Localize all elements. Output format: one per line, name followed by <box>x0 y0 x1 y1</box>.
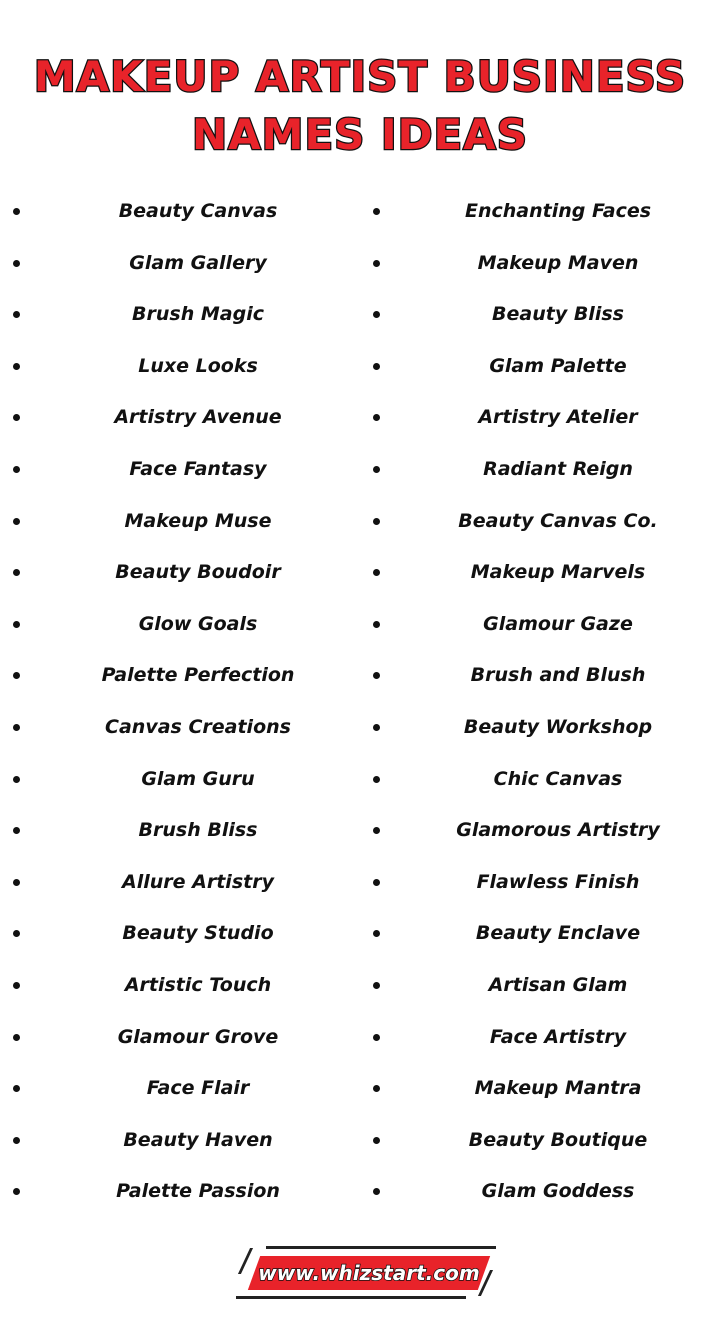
list-item <box>0 857 360 909</box>
list-item <box>0 238 360 290</box>
bullet-icon <box>13 569 20 576</box>
bullet-icon <box>373 518 380 525</box>
business-name: Makeup Maven <box>477 251 639 274</box>
bullet-icon <box>373 414 380 421</box>
list-item <box>360 754 720 806</box>
business-name: Artisan Glam <box>488 973 628 996</box>
bullet-icon <box>13 724 20 731</box>
business-name: Beauty Canvas Co. <box>458 509 658 532</box>
business-name: Chic Canvas <box>493 767 623 790</box>
list-item <box>0 754 360 806</box>
bullet-icon <box>13 776 20 783</box>
bullet-icon <box>13 466 20 473</box>
list-item <box>0 908 360 960</box>
list-item <box>0 186 360 238</box>
bullet-icon <box>373 827 380 834</box>
list-item <box>0 599 360 651</box>
business-name: Canvas Creations <box>105 715 291 738</box>
business-name: Beauty Boudoir <box>115 561 281 584</box>
bullet-icon <box>373 311 380 318</box>
business-name: Glam Guru <box>141 767 255 790</box>
badge-top-line <box>266 1246 496 1249</box>
bullet-icon <box>13 414 20 421</box>
bullet-icon <box>373 1137 380 1144</box>
list-item <box>360 650 720 702</box>
bullet-icon <box>373 930 380 937</box>
bullet-icon <box>373 724 380 731</box>
business-name: Glamour Grove <box>117 1025 279 1048</box>
business-name: Glamour Gaze <box>483 612 633 635</box>
list-item <box>360 1012 720 1064</box>
website-link[interactable]: www.whizstart.com <box>258 1261 480 1285</box>
page-title <box>0 48 720 164</box>
list-item <box>360 496 720 548</box>
list-item <box>360 960 720 1012</box>
business-name: Beauty Bliss <box>492 303 624 326</box>
page-title-line-1: MAKEUP ARTIST BUSINESS <box>33 52 687 101</box>
list-item <box>0 289 360 341</box>
badge-bottom-line <box>236 1296 466 1299</box>
bullet-icon <box>373 1034 380 1041</box>
list-item <box>360 289 720 341</box>
business-name: Makeup Muse <box>124 509 272 532</box>
bullet-icon <box>373 466 380 473</box>
business-name: Face Artistry <box>489 1025 627 1048</box>
left-name-list <box>0 186 360 1218</box>
bullet-icon <box>373 776 380 783</box>
business-name: Makeup Marvels <box>470 561 646 584</box>
bullet-icon <box>13 208 20 215</box>
list-item <box>360 702 720 754</box>
business-name: Face Fantasy <box>129 457 267 480</box>
list-item <box>0 805 360 857</box>
bullet-icon <box>373 1188 380 1195</box>
list-item <box>360 1063 720 1115</box>
list-item <box>360 805 720 857</box>
list-item <box>360 444 720 496</box>
business-name: Glam Gallery <box>129 251 267 274</box>
business-name: Makeup Mantra <box>474 1077 642 1100</box>
list-item <box>360 186 720 238</box>
business-name: Artistry Avenue <box>114 406 282 429</box>
list-item <box>360 1115 720 1167</box>
business-name: Beauty Enclave <box>475 922 641 945</box>
business-name: Beauty Studio <box>122 922 274 945</box>
business-name: Radiant Reign <box>483 457 633 480</box>
list-item <box>0 341 360 393</box>
business-name: Brush Magic <box>132 303 264 326</box>
list-item <box>360 1166 720 1218</box>
business-name: Glam Goddess <box>481 1180 635 1203</box>
bullet-icon <box>373 260 380 267</box>
business-name: Enchanting Faces <box>464 200 652 222</box>
business-name: Face Flair <box>146 1077 250 1100</box>
business-name: Beauty Boutique <box>468 1128 648 1151</box>
list-item <box>360 547 720 599</box>
bullet-icon <box>373 982 380 989</box>
bullet-icon <box>373 1085 380 1092</box>
list-item <box>360 599 720 651</box>
bullet-icon <box>373 569 380 576</box>
list-item <box>0 702 360 754</box>
bullet-icon <box>13 621 20 628</box>
bullet-icon <box>13 311 20 318</box>
business-name: Glamorous Artistry <box>456 819 660 842</box>
bullet-icon <box>13 518 20 525</box>
list-item <box>0 496 360 548</box>
list-item <box>360 238 720 290</box>
bullet-icon <box>13 1188 20 1195</box>
business-name: Glow Goals <box>138 612 258 635</box>
business-name: Flawless Finish <box>476 870 640 893</box>
badge-left-slash <box>238 1248 253 1274</box>
bullet-icon <box>13 1137 20 1144</box>
business-name: Allure Artistry <box>122 870 274 893</box>
list-item <box>0 392 360 444</box>
bullet-icon <box>373 363 380 370</box>
bullet-icon <box>13 827 20 834</box>
business-name: Beauty Canvas <box>118 200 278 222</box>
list-item <box>0 1115 360 1167</box>
list-item <box>0 1166 360 1218</box>
business-name: Brush Bliss <box>138 819 258 842</box>
business-name: Beauty Haven <box>123 1128 273 1151</box>
business-name: Artistry Atelier <box>478 406 638 429</box>
bullet-icon <box>13 672 20 679</box>
list-item <box>360 908 720 960</box>
bullet-icon <box>13 879 20 886</box>
page-title-line-2: NAMES IDEAS <box>192 110 528 159</box>
business-name: Artistic Touch <box>124 973 272 996</box>
list-item <box>360 341 720 393</box>
list-item <box>0 547 360 599</box>
business-name: Palette Passion <box>116 1180 280 1203</box>
website-badge[interactable] <box>232 1246 500 1306</box>
bullet-icon <box>373 879 380 886</box>
list-item <box>0 444 360 496</box>
list-item <box>360 392 720 444</box>
list-item <box>0 650 360 702</box>
list-item <box>360 857 720 909</box>
right-name-list <box>360 186 720 1218</box>
bullet-icon <box>13 260 20 267</box>
business-name: Brush and Blush <box>470 664 646 687</box>
list-item <box>0 1063 360 1115</box>
bullet-icon <box>13 1085 20 1092</box>
bullet-icon <box>373 208 380 215</box>
business-name: Luxe Looks <box>138 354 258 377</box>
business-name: Beauty Workshop <box>463 715 653 738</box>
business-name: Palette Perfection <box>101 664 295 687</box>
bullet-icon <box>13 1034 20 1041</box>
bullet-icon <box>13 930 20 937</box>
bullet-icon <box>373 672 380 679</box>
list-item <box>0 960 360 1012</box>
list-item <box>0 1012 360 1064</box>
bullet-icon <box>13 363 20 370</box>
bullet-icon <box>373 621 380 628</box>
business-name: Glam Palette <box>489 354 627 377</box>
bullet-icon <box>13 982 20 989</box>
